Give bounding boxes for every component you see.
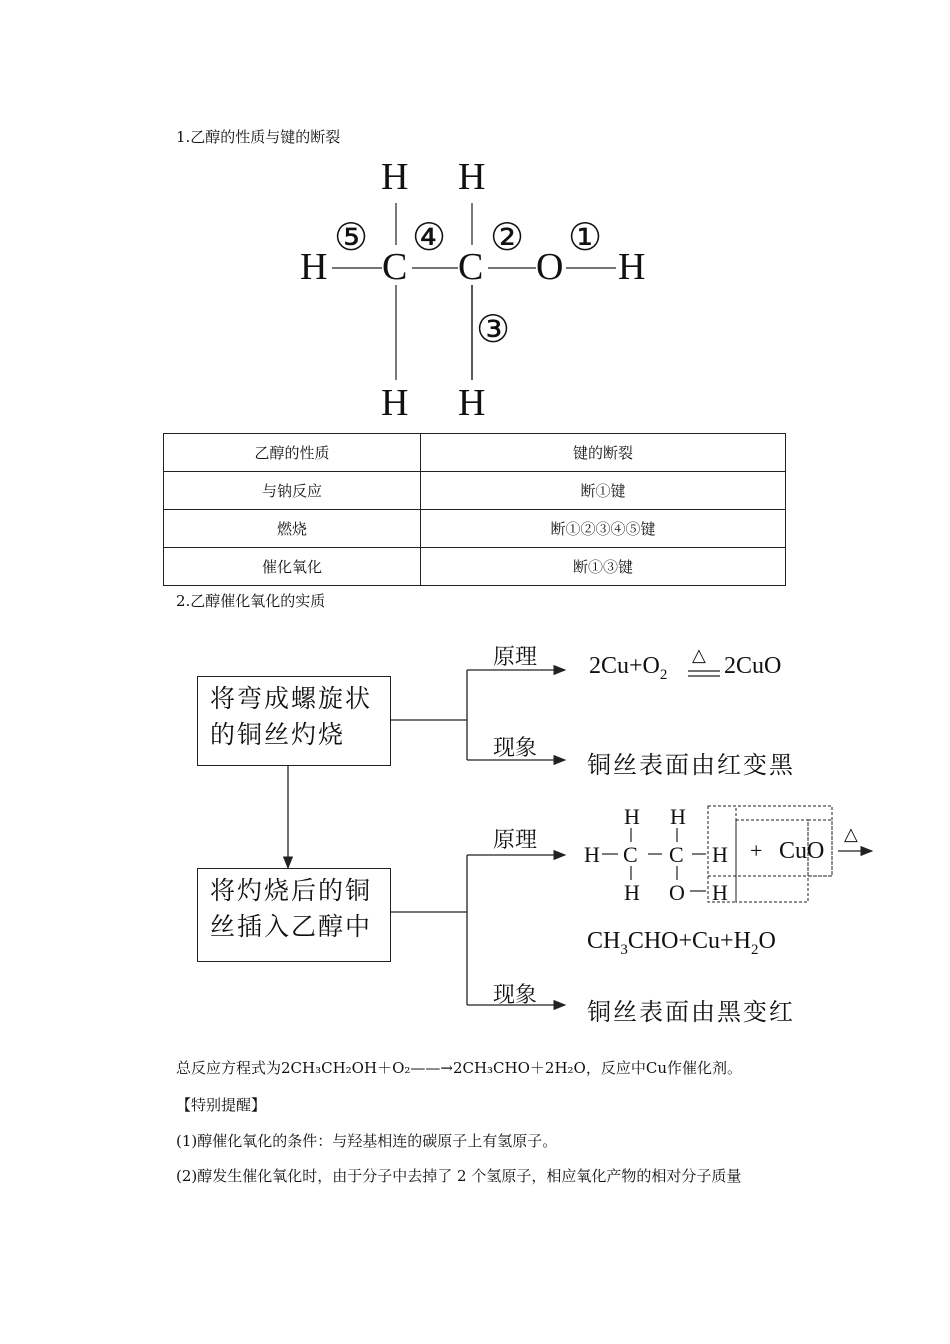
product-part-b: CHO+Cu+H — [627, 928, 751, 954]
product-sub-3: 3 — [620, 941, 628, 958]
reminder-paragraph-2: (2)醇发生催化氧化时，由于分子中去掉了 2 个氢原子，相应氧化产物的相对分子质量 — [176, 1167, 742, 1185]
table-cell: 与钠反应 — [164, 472, 421, 510]
table-row — [164, 510, 786, 548]
bond-label-3: ③ — [476, 309, 511, 351]
bond-label-4: ④ — [412, 217, 447, 259]
mol-c1: C — [623, 842, 638, 867]
atom-c1: C — [382, 246, 408, 288]
phenomenon1-label: 现象 — [493, 736, 538, 761]
principle2-label: 原理 — [493, 828, 538, 853]
principle1-label: 原理 — [493, 645, 538, 670]
mol-c2: C — [669, 842, 684, 867]
reminder-paragraph-1: (1)醇催化氧化的条件：与羟基相连的碳原子上有氢原子。 — [176, 1132, 558, 1150]
table-header-cell: 乙醇的性质 — [164, 434, 421, 472]
box2-line1: 将灼烧后的铜 — [210, 876, 373, 905]
product-sub-2: 2 — [750, 941, 759, 958]
box1-line2: 的铜丝灼烧 — [210, 720, 346, 749]
table-cell: 催化氧化 — [164, 548, 421, 586]
box1-line1: 将弯成螺旋状 — [210, 684, 373, 713]
mol-cuo: CuO — [779, 838, 825, 864]
mol-o: O — [669, 880, 685, 905]
table-header-row — [164, 434, 786, 472]
atom-h-right: H — [618, 246, 646, 288]
eq1-left — [589, 653, 667, 684]
table-cell: 断①②③④⑤键 — [421, 510, 786, 548]
bond-cleavage-table — [163, 433, 786, 586]
mol-h3: H — [624, 880, 640, 905]
eq1-left-text: 2Cu+O — [589, 653, 660, 679]
atom-h-top-right: H — [458, 156, 486, 198]
section1-heading: 1.乙醇的性质与键的断裂 — [176, 128, 341, 146]
bond-label-2: ② — [490, 217, 525, 259]
mol-plus: + — [750, 838, 763, 863]
flow-box-insert-ethanol — [197, 868, 391, 962]
table-cell: 燃烧 — [164, 510, 421, 548]
mol-h2: H — [670, 804, 686, 829]
table-row — [164, 472, 786, 510]
section2-heading: 2.乙醇催化氧化的实质 — [176, 592, 326, 610]
atom-o: O — [536, 246, 564, 288]
phenomenon1-text: 铜丝表面由红变黑 — [587, 751, 795, 779]
eq1-delta: △ — [692, 645, 706, 666]
products — [587, 928, 776, 959]
product-part-c: O — [758, 928, 776, 954]
mol-h1: H — [624, 804, 640, 829]
atom-h-bottom-left: H — [381, 382, 409, 424]
eq1-right: 2CuO — [724, 653, 782, 679]
summary-equation: 总反应方程式为2CH₃CH₂OH＋O₂——→2CH₃CHO＋2H₂O，反应中Cu作催化剂。 — [176, 1059, 742, 1077]
mol-h4: H — [712, 880, 728, 905]
box2-line2: 丝插入乙醇中 — [210, 912, 373, 941]
atom-h-bottom-right: H — [458, 382, 486, 424]
bond-label-1: ① — [568, 217, 603, 259]
atom-c2: C — [458, 246, 484, 288]
flow-box-heat-copper — [197, 676, 391, 766]
atom-h-top-left: H — [381, 156, 409, 198]
table-header-cell: 键的断裂 — [421, 434, 786, 472]
bond-label-5: ⑤ — [334, 217, 369, 259]
table-row — [164, 548, 786, 586]
ethanol-structure — [290, 155, 670, 425]
mol-h-left: H — [584, 842, 600, 867]
table-cell: 断①键 — [421, 472, 786, 510]
mol-delta: △ — [844, 824, 858, 845]
reminder-title: 【特别提醒】 — [176, 1096, 267, 1114]
phenomenon2-text: 铜丝表面由黑变红 — [587, 998, 795, 1026]
atom-h-left: H — [300, 246, 328, 288]
mol-h-right: H — [712, 842, 728, 867]
phenomenon2-label: 现象 — [493, 983, 538, 1008]
eq1-subscript: 2 — [659, 666, 668, 683]
product-part-a: CH — [587, 928, 621, 954]
table-cell: 断①③键 — [421, 548, 786, 586]
